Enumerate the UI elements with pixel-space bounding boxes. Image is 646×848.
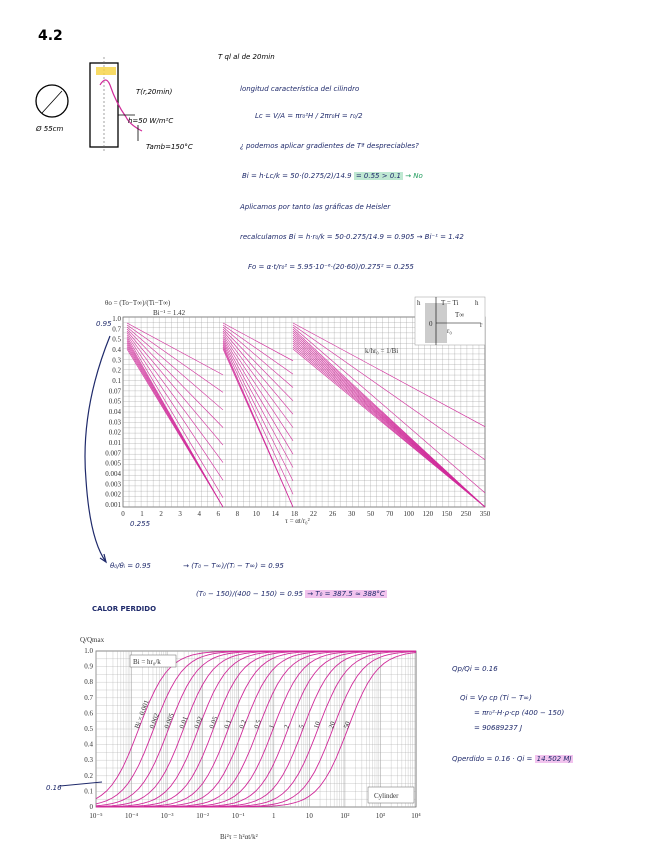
heisler-xtick: 1 [140, 510, 144, 518]
q-line1: Qp/Qi = 0.16 [452, 665, 498, 673]
grober-bi-box: Bi = hr₀/k [133, 658, 161, 666]
heisler-xtick: 350 [479, 510, 491, 518]
heisler-chart [95, 293, 500, 525]
grober-xtick: 10⁻⁵ [89, 812, 103, 820]
heisler-inset [415, 297, 485, 345]
heisler-ylabel: θo = (To−T∞)/(Ti−T∞) [105, 299, 171, 307]
q-perdido-formula: Qperdido = 0.16 · Qi = [452, 755, 533, 763]
heisler-curve [223, 339, 293, 468]
grober-curve-label: 2 [282, 723, 292, 730]
grober-xtick: 1 [272, 812, 276, 820]
cylinder-sketch [30, 55, 230, 155]
grober-cylinder: Cylinder [374, 792, 399, 800]
inset-h1: h [417, 299, 421, 307]
heisler-ytick: 0.4 [112, 346, 121, 354]
note-line2: longitud característica del cilindro [240, 85, 360, 93]
heisler-xtick: 150 [441, 510, 453, 518]
grober-xtick: 10⁻⁴ [124, 812, 139, 820]
note-line3: Lc = V/A = πr₀²H / 2πr₀H = r₀/2 [255, 112, 363, 120]
heisler-bi-annot: Bi⁻¹ = 1.42 [153, 309, 186, 317]
heisler-ytick: 0.001 [105, 501, 121, 509]
grober-xtick: 10⁻¹ [231, 812, 245, 820]
heisler-xtick: 4 [197, 510, 201, 518]
heisler-xtick: 70 [386, 510, 394, 518]
heisler-curve [223, 343, 293, 494]
heisler-curve [223, 335, 293, 441]
result-line2 [196, 590, 387, 598]
heisler-curve [293, 349, 485, 507]
heisler-k-label: k/hr₀ = 1/Bi [365, 347, 399, 355]
grober-ytick: 0.2 [84, 771, 93, 780]
inset-zero: 0 [429, 320, 433, 328]
inset-t-inf: T∞ [455, 311, 465, 319]
grober-curve-label: 5 [297, 723, 307, 730]
heisler-x-annot: 0.255 [130, 520, 151, 528]
grober-curve-label: 0.02 [192, 715, 205, 730]
inset-t-eq: T = Ti [441, 299, 459, 307]
heisler-xtick: 14 [271, 510, 279, 518]
heisler-ytick: 0.005 [105, 459, 121, 468]
heisler-xtick: 100 [403, 510, 415, 518]
grober-xtick: 10 [305, 812, 313, 820]
heisler-curve [127, 335, 223, 480]
note-line7: recalculamos Bi = h·r₀/k = 50·0.275/14.9 = 0.905 → Bi⁻¹ = 1.42 [240, 233, 464, 241]
grober-curve-label: 50 [342, 720, 353, 730]
temp-eq: (T₀ − 150)/(400 − 150) = 0.95 [196, 590, 303, 598]
grober-xlabel: Bi²τ = h²αt/k² [220, 833, 258, 841]
h-label: h=50 W/m²C [128, 117, 174, 125]
inset-h2: h [475, 299, 479, 307]
grober-ytick: 0.5 [84, 725, 93, 733]
grober-xtick: 10⁴ [411, 812, 421, 820]
heisler-ytick: 0.05 [108, 397, 121, 406]
grober-ytick: 0.8 [84, 678, 93, 687]
heisler-grid [123, 317, 485, 507]
heisler-xtick: 18 [290, 510, 298, 518]
grober-ytick: 0.3 [84, 756, 93, 765]
grober-curve-label: 0.05 [207, 715, 220, 730]
heisler-xtick: 6 [216, 510, 221, 518]
heisler-ytick: 0.02 [108, 428, 121, 437]
heisler-xtick: 10 [252, 510, 260, 518]
grober-curve-label: 0.1 [222, 718, 234, 730]
grober-curve-labels [133, 698, 352, 729]
heisler-xtick: 26 [329, 510, 337, 518]
heisler-ytick: 0.004 [105, 470, 121, 478]
grober-curve-label: 20 [327, 720, 338, 730]
heisler-curves [127, 323, 485, 507]
diameter-label: Ø 55cm [36, 125, 64, 133]
heisler-curve [223, 337, 293, 454]
grober-xtick: 10⁻³ [160, 812, 174, 820]
grober-ytick: 0.7 [84, 693, 93, 702]
problem-number: 4.2 [38, 28, 63, 44]
heisler-ytick: 1.0 [112, 315, 121, 323]
grober-ytick: 0.4 [84, 740, 93, 749]
inset-r0: r₀ [447, 327, 452, 335]
grober-curve-label: 0.005 [162, 712, 176, 730]
highlight-yellow [96, 67, 116, 75]
grober-xtick: 10⁻² [196, 812, 210, 820]
grober-curve-label: 10 [312, 720, 323, 730]
heisler-curve [127, 329, 223, 427]
grober-ylabel: Q/Qmax [80, 636, 105, 644]
grober-xtick: 10² [340, 812, 350, 820]
temp-label: T(r,20min) [136, 88, 173, 96]
theta-ratio: θ₀/θᵢ = 0.95 [110, 562, 151, 570]
grober-curve-label: 0.5 [252, 718, 264, 730]
grober-chart [60, 633, 430, 843]
q-perdido-value: 14.502 MJ [536, 755, 572, 763]
q-line4: = 90689237 J [474, 724, 523, 732]
note-line6: Aplicamos por tanto las gráficas de Heisler [240, 203, 391, 211]
grober-xticks [89, 812, 421, 820]
heisler-ytick: 0.5 [112, 335, 121, 344]
heisler-xtick: 0 [121, 510, 125, 518]
heisler-xtick: 30 [348, 510, 356, 518]
diameter-line [42, 91, 62, 113]
heisler-curve [223, 341, 293, 481]
grober-curve [96, 653, 416, 808]
heisler-curve [223, 327, 293, 387]
grober-ytick: 0.6 [84, 709, 93, 718]
inset-r: r [480, 321, 483, 329]
heisler-ytick: 0.2 [112, 366, 121, 375]
heisler-xtick: 2 [159, 510, 163, 518]
grober-curve-label: 0.002 [147, 712, 161, 730]
heisler-xtick: 120 [422, 510, 434, 518]
heisler-curve [127, 325, 223, 392]
grober-curve-label: 1 [267, 723, 277, 730]
result-line1 [110, 562, 284, 570]
note-line1: T ql al de 20min [218, 53, 275, 61]
heisler-ytick: 0.01 [108, 439, 121, 447]
heisler-xtick: 8 [235, 510, 240, 518]
heisler-ytick: 0.07 [108, 387, 121, 396]
grober-curve-label: Bi = 0.001 [133, 698, 151, 730]
note-line8: Fo = α·t/r₀² = 5.95·10⁻⁶·(20·60)/0.275² = 0.255 [248, 263, 414, 271]
grober-ytick: 0.9 [84, 662, 93, 671]
cross-section-circle [36, 85, 68, 117]
heisler-ytick: 0.007 [105, 449, 121, 458]
q-line5 [452, 755, 573, 763]
bi-formula: Bi = h·Lc/k = 50·(0.275/2)/14.9 [242, 172, 352, 180]
heisler-ytick: 0.003 [105, 480, 121, 489]
heisler-xtick: 3 [178, 510, 182, 518]
heisler-ytick: 0.03 [108, 418, 121, 427]
heisler-xtick: 50 [367, 510, 375, 518]
note-line5 [242, 172, 423, 180]
grober-xtick: 10³ [375, 812, 385, 820]
heisler-xtick: 250 [460, 510, 472, 518]
q-line2: Qi = Vρ cp (Ti − T∞) [460, 694, 532, 702]
grober-curve-label: 0.01 [177, 715, 190, 730]
grober-yticks [84, 647, 93, 811]
heisler-ytick: 0.1 [112, 377, 121, 385]
heisler-y-annot: 0.95 [96, 320, 112, 328]
center-temp: → T₀ = 387.5 ≈ 388°C [307, 590, 385, 598]
heisler-curve [223, 329, 293, 401]
grober-ytick: 1.0 [84, 647, 93, 655]
grober-ytick: 0 [89, 803, 93, 811]
grober-curve-label: 0.2 [237, 718, 249, 730]
heisler-ytick: 0.04 [108, 408, 121, 416]
calor-perdido: CALOR PERDIDO [92, 605, 157, 613]
heisler-ytick: 0.002 [105, 490, 121, 499]
temp-ratio: → (T₀ − T∞)/(Tᵢ − T∞) = 0.95 [183, 562, 284, 570]
bi-comparison: = 0.55 > 0.1 [355, 172, 401, 180]
heisler-xlabel: τ = αt/r₀² [285, 517, 310, 525]
grober-ytick: 0.1 [84, 787, 93, 796]
heisler-xtick: 22 [310, 510, 318, 518]
heisler-ytick: 0.7 [112, 325, 121, 334]
heisler-curve [223, 325, 293, 374]
note-line4: ¿ podemos aplicar gradientes de Tª despreciables? [240, 142, 419, 150]
bi-verdict: → No [405, 172, 423, 180]
heisler-ytick: 0.3 [112, 356, 121, 365]
grober-y-annot: 0.16 [46, 784, 62, 792]
connector-arrow [80, 330, 120, 570]
q-line3: = πr₀²·H·ρ·cp (400 − 150) [474, 709, 565, 717]
tamb-label: Tamb=150°C [146, 143, 193, 151]
